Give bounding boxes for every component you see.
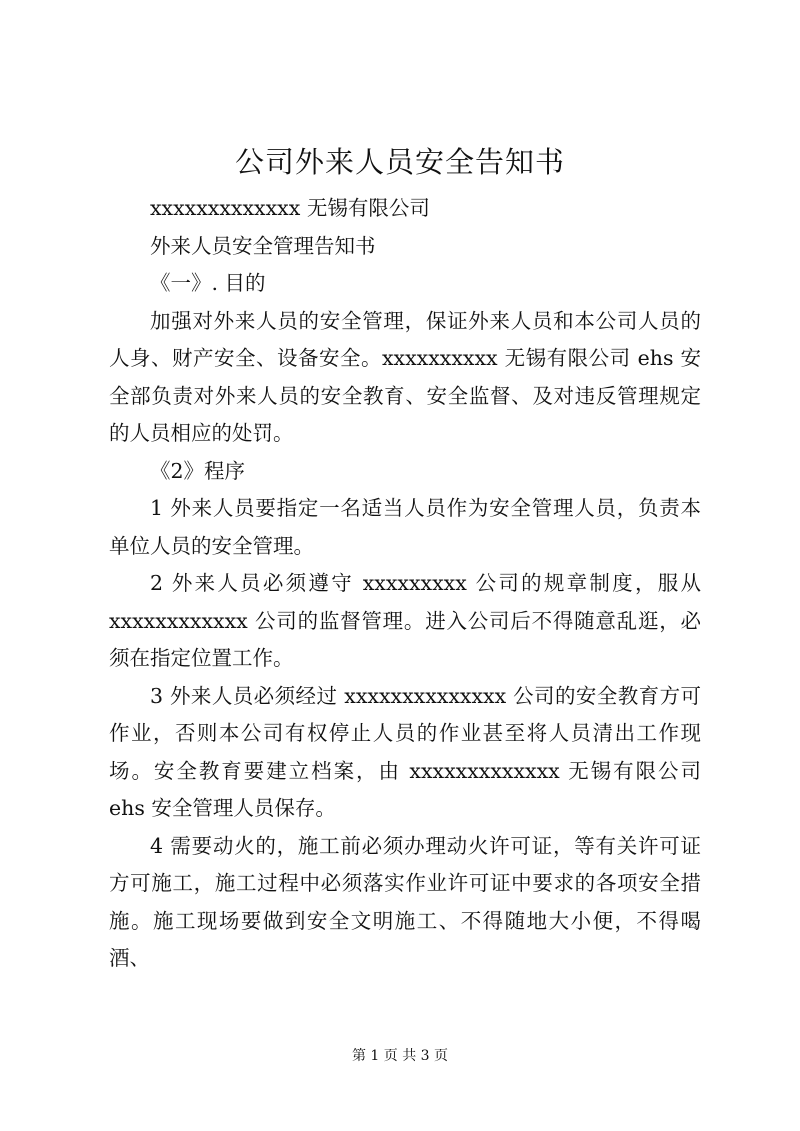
document-title: 公司外来人员安全告知书: [234, 145, 565, 179]
paragraph-item-2: 2 外来人员必须遵守 xxxxxxxxx 公司的规章制度，服从 xxxxxxxxxxxx 公司的监督管理。进入公司后不得随意乱逛，必须在指定位置工作。: [109, 571, 701, 670]
paragraph-item-1: 1 外来人员要指定一名适当人员作为安全管理人员，负责本单位人员的安全管理。: [109, 496, 701, 558]
notice-heading: 外来人员安全管理告知书: [150, 233, 376, 258]
page-footer: 第 1 页 共 3 页: [351, 1048, 449, 1064]
section-heading-purpose: 《一》. 目的: [150, 271, 266, 295]
paragraph-item-4: 4 需要动火的，施工前必须办理动火许可证，等有关许可证方可施工，施工过程中必须落实作业许可证中要求的各项安全措施。施工现场要做到安全文明施工、不得随地大小便，不得喝酒、: [109, 833, 701, 970]
paragraph-purpose: 加强对外来人员的安全管理，保证外来人员和本公司人员的人身、财产安全、设备安全。xxxxxxxxxx 无锡有限公司 ehs 安全部负责对外来人员的安全教育、安全监督、及对违反管理规定的人员相应的处罚。: [109, 308, 701, 445]
section-heading-procedure: 《2》程序: [150, 458, 246, 483]
document-body: [109, 190, 701, 978]
company-line: xxxxxxxxxxxxx 无锡有限公司: [150, 196, 430, 220]
paragraph-item-3: 3 外来人员必须经过 xxxxxxxxxxxxxx 公司的安全教育方可作业，否则本公司有权停止人员的作业甚至将人员清出工作现场。安全教育要建立档案，由 xxxxxxxxxxxxx 无锡有限公司 ehs 安全管理人员保存。: [109, 683, 701, 820]
